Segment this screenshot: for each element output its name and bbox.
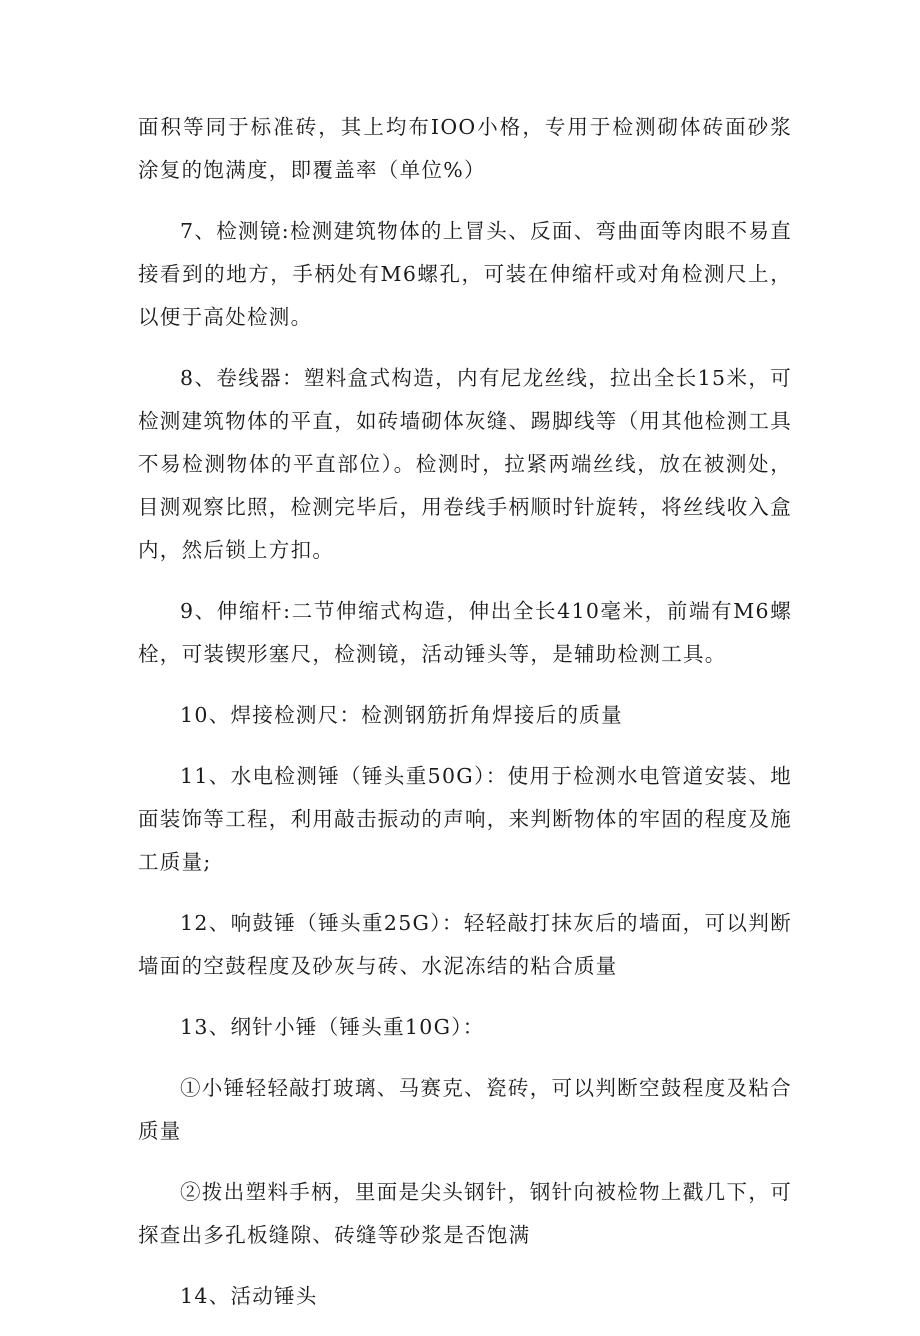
paragraph-item-13-sub-2: ②拨出塑料手柄，里面是尖头钢针，钢针向被检物上戳几下，可探查出多孔板缝隙、砖缝等砂浆是否饱满	[138, 1180, 792, 1247]
paragraph-item-10: 10、焊接检测尺：检测钢筋折角焊接后的质量	[180, 703, 623, 727]
paragraph-item-11: 11、水电检测锤（锤头重50G）：使用于检测水电管道安装、地面装饰等工程，利用敲击振动的声响，来判断物体的牢固的程度及施工质量;	[138, 764, 792, 874]
document-page	[138, 106, 792, 1336]
paragraph-item-14: 14、活动锤头	[180, 1284, 318, 1308]
paragraph-item-12: 12、响鼓锤（锤头重25G）：轻轻敲打抹灰后的墙面，可以判断墙面的空鼓程度及砂灰与砖、水泥冻结的粘合质量	[138, 911, 792, 978]
paragraph-item-8: 8、卷线器：塑料盒式构造，内有尼龙丝线，拉出全长15米，可检测建筑物体的平直，如砖墙砌体灰缝、踢脚线等（用其他检测工具不易检测物体的平直部位）。检测时，拉紧两端丝线，放在被测处，目测观察比照，检测完毕后，用卷线手柄顺时针旋转，将丝线收入盒内，然后锁上方扣。	[138, 366, 792, 562]
paragraph-item-7: 7、检测镜:检测建筑物体的上冒头、反面、弯曲面等肉眼不易直接看到的地方，手柄处有M6螺孔，可装在伸缩杆或对角检测尺上，以便于高处检测。	[138, 219, 792, 329]
paragraph-continuation: 面积等同于标准砖，其上均布IOO小格，专用于检测砌体砖面砂浆涂复的饱满度，即覆盖率（单位%）	[138, 115, 792, 182]
paragraph-item-9: 9、伸缩杆:二节伸缩式构造，伸出全长410毫米，前端有M6螺栓，可装锲形塞尺，检测镜，活动锤头等，是辅助检测工具。	[138, 599, 792, 666]
paragraph-item-13: 13、纲针小锤（锤头重10G）：	[180, 1015, 485, 1039]
paragraph-item-13-sub-1: ①小锤轻轻敲打玻璃、马赛克、瓷砖，可以判断空鼓程度及粘合质量	[138, 1076, 792, 1143]
